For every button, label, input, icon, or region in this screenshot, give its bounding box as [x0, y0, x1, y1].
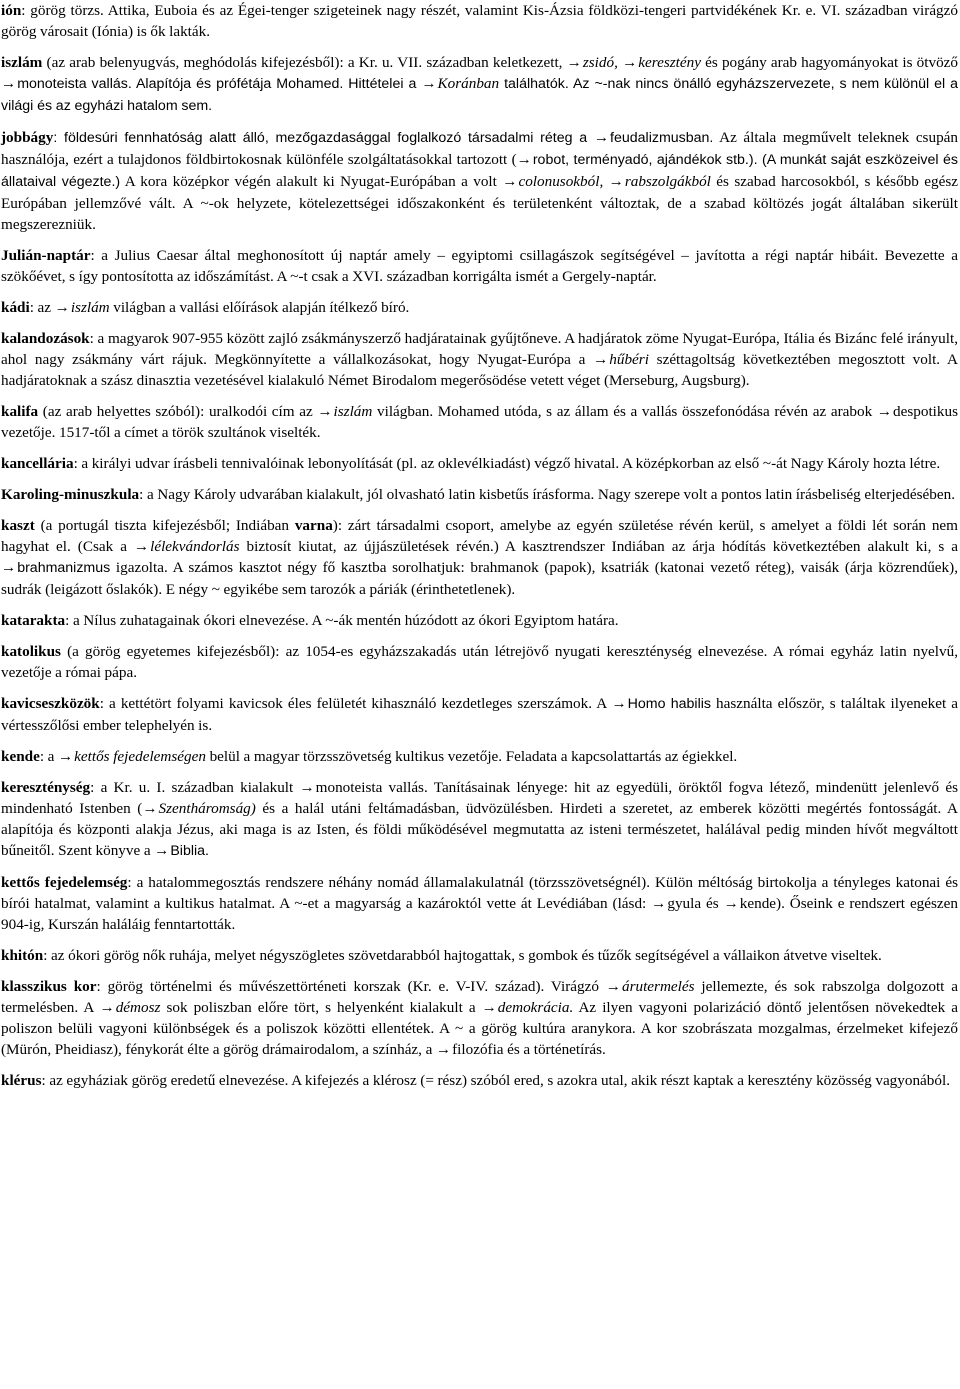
- glossary-entry-karoling: [1, 484, 958, 505]
- cross-reference-term: iszlám: [70, 299, 110, 316]
- cross-reference-arrow-icon: →: [723, 895, 739, 912]
- entry-text: (az arab helyettes szóból): uralkodói cím az: [38, 403, 318, 420]
- cross-reference-arrow-icon: →: [593, 129, 610, 146]
- cross-reference-term: lélekvándorlás: [150, 538, 240, 555]
- entry-text: jellemezte, és sok rabszolga dolgozott a termelésben. A: [1, 978, 958, 1016]
- entry-text: sok poliszban előre tört, s helyenként kialakult a: [160, 999, 482, 1016]
- cross-reference-arrow-icon: →: [133, 538, 150, 555]
- entry-text: : a magyarok 907-955 között zajló zsákmányszerző hadjáratainak gyűjtőneve. A hadjáratok zöme Nyugat-Európa, Itália és Bizánc felé irányult, ahol nagy zsákmány várt rájuk. Megkönnyítette a vállalkozásokat, hogy Nyugat-Európa a: [1, 330, 958, 368]
- entry-text: : görög törzs. Attika, Euboia és az Égei-tenger szigeteinek nagy részét, valamint Kis-Ázsia földközi-tengeri partvidékének Kr. e. VI. században virágzó görög városait (Iónia) is ők lakták.: [1, 2, 958, 40]
- entry-term: kancellária: [1, 455, 74, 472]
- entry-text: biztosít kiutat, az újjászületések révén.) A kasztrendszer Indiában az árja hódítás következtében alakult ki, s a: [239, 538, 958, 555]
- entry-text: A kora középkor végén alakult ki Nyugat-Európában a volt: [120, 173, 503, 190]
- entry-term: jobbágy: [1, 129, 54, 146]
- entry-term: kaszt: [1, 517, 35, 534]
- cross-reference-arrow-icon: →: [516, 151, 532, 168]
- cross-reference-arrow-icon: →: [57, 748, 74, 765]
- entry-term: Karoling-minuszkula: [1, 486, 140, 503]
- cross-reference-arrow-icon: →: [421, 75, 437, 92]
- cross-reference-arrow-icon: →: [651, 895, 667, 912]
- entry-text: igazolta. A számos kasztot négy fő kasztba sorolhatjuk: brahmanok (papok), ksatriák (katonai vezető réteg), vaisák (árja közrendűek), sudrák (leigázott őslakók). E négy ~ egyikébe sem tarozók a páriák (érinthetetlenek).: [1, 559, 958, 598]
- cross-reference-arrow-icon: →: [593, 351, 609, 368]
- cross-reference-arrow-icon: →: [605, 978, 621, 995]
- entry-text: : a Nagy Károly udvarában kialakult, jól olvasható latin kisbetűs írásforma. Nagy szerepe volt a pontos latin írásbeliség elterjedésében.: [139, 486, 955, 503]
- cross-reference-arrow-icon: →: [622, 54, 638, 71]
- cross-reference-term: iszlám: [333, 403, 373, 420]
- glossary-entry-kalifa: [1, 401, 958, 443]
- entry-text: robot, terményadó, ajándékok stb.). (A munkát saját eszközeivel és állataival végezte.): [1, 152, 958, 190]
- cross-reference-term: hűbéri: [609, 351, 649, 368]
- entry-text: : a királyi udvar írásbeli tennivalóinak lebonyolítását (pl. az oklevélkiadást) végző hivatal. A középkorban az első ~-át Nagy Károly hozta létre.: [73, 455, 941, 472]
- entry-text: : a: [39, 748, 58, 765]
- cross-reference-arrow-icon: →: [1, 75, 17, 92]
- entry-text: despotikus vezetője. 1517-től a címet a török szultánok viselték.: [1, 403, 958, 441]
- cross-reference-term: demokrácia.: [497, 999, 574, 1016]
- entry-text: (az arab belenyugvás, meghódolás kifejezésből): a Kr. u. VII. században keletkezett,: [42, 54, 567, 71]
- entry-term: kereszténység: [1, 779, 91, 796]
- entry-text: : görög történelmi és művészettörténeti korszak (Kr. e. V-IV. század). Virágzó: [96, 978, 606, 995]
- entry-text: gyula és: [667, 895, 724, 912]
- entry-term: kettős fejedelemség: [1, 874, 128, 891]
- glossary-entry-kancellaria: [1, 453, 958, 474]
- entry-text: monoteista vallás. Tanításainak lényege: hit az egyedüli, öröktől fogva létező, mindenütt jelenlevő és mindenható Istenben (: [1, 779, 959, 817]
- cross-reference-term: colonusokból,: [518, 173, 609, 190]
- glossary-entry-klasszikus: [1, 976, 958, 1060]
- cross-reference-arrow-icon: →: [608, 173, 624, 190]
- entry-term: katarakta: [1, 612, 66, 629]
- entry-text: : a Kr. u. I. században kialakult: [90, 779, 300, 796]
- cross-reference-arrow-icon: →: [142, 800, 158, 817]
- cross-reference-arrow-icon: →: [299, 779, 315, 796]
- entry-term: katolikus: [1, 643, 61, 660]
- entry-text: kende). Őseink e rendszert egészen 904-ig, Kurszán haláláig fenntartották.: [1, 895, 959, 933]
- glossary-entry-jobbagy: [1, 127, 958, 235]
- entry-text: Homo habilis: [627, 696, 711, 712]
- entry-text: (a portugál tiszta kifejezésből; Indiában: [34, 517, 295, 534]
- glossary-entry-katolikus: [1, 641, 958, 683]
- entry-term: kalandozások: [1, 330, 90, 347]
- glossary-entry-klerus: [1, 1070, 958, 1091]
- entry-text: : az ókori görög nők ruhája, melyet négyszögletes szövetdarabból hajtogattak, s gombok és tűzők segítségével a vállaikon átvetve viseltek.: [43, 947, 882, 964]
- cross-reference-term: démosz: [115, 999, 161, 1016]
- entry-term: ión: [1, 2, 22, 19]
- cross-reference-term: kettős fejedelemségen: [74, 748, 206, 765]
- entry-text: világban. Mohamed utóda, s az állam és a vallás összefonódása révén az arabok: [372, 403, 877, 420]
- entry-text: Az általa megművelt teleknek csupán használója, ezért a tulajdonos földbirtokosnak különféle szolgáltatásokkal tartozott (: [1, 129, 958, 168]
- entry-text: : a Julius Caesar által meghonosított új naptár amely – egyiptomi csillagászok segítségével – javította a régi naptár hibáit. Bevezette a szökőévet, s így pontosította az időszámítást. A ~-t csak a XVI. században korrigálta ismét a Gergely-naptár.: [1, 247, 958, 285]
- cross-reference-arrow-icon: →: [435, 1041, 452, 1058]
- cross-reference-arrow-icon: →: [1, 559, 17, 576]
- glossary-entry-katarakta: [1, 610, 958, 631]
- cross-reference-arrow-icon: →: [611, 695, 627, 712]
- cross-reference-term: zsidó,: [582, 54, 623, 71]
- entry-term: iszlám: [1, 54, 43, 71]
- cross-reference-term: Koránban: [437, 75, 500, 92]
- glossary-entry-kaszt: [1, 515, 958, 600]
- cross-reference-arrow-icon: →: [99, 999, 115, 1016]
- entry-text: brahmanizmus: [17, 560, 111, 576]
- entry-text: Az ilyen vagyoni polarizáció döntő jelentősen növekedtek a poliszon belüli vagyoni különbségek és a poliszok közötti ellentétek. A ~ a görög kultúra aranykora. A kor szobrászata mozgalmas, érzelmeket kifejező (Mürón, Pheidiasz), fénykorát élte a görög drámairodalom, a színház, a: [1, 999, 958, 1058]
- entry-text: : a kettétört folyami kavicsok éles felületét kihasználó kezdetleges szerszámok. A: [99, 695, 612, 712]
- entry-text: belül a magyar törzsszövetség kultikus vezetője. Feladata a kapcsolattartás az égiekkel.: [205, 748, 738, 765]
- entry-term: klasszikus kor: [1, 978, 97, 995]
- entry-text: filozófia és a történetírás.: [452, 1041, 606, 1058]
- entry-term: Julián-naptár: [1, 247, 91, 264]
- cross-reference-arrow-icon: →: [876, 403, 893, 420]
- entry-text: és a halál utáni feltámadásban, üdvözülésben. Hirdeti a szeretet, az emberek közötti megértés fontosságát. A alapítója és központi alakja Jézus, aki maga is az Isten, és földi működésével megmutatta az isteni természetet, halálával pedig minden hívőt megváltott bűneitől. Szent könyve a: [1, 800, 959, 859]
- cross-reference-term: rabszolgákból: [624, 173, 711, 190]
- entry-text: : a hatalommegosztás rendszere néhány nomád államalakulatnál (törzsszövetségnél). Külön méltóság birtokolja a tényleges katonai és bírói hatalmat, valamint a kultikus hatalmat. A ~-et a magyarság a kazároktól vette át Levédiában (lásd:: [1, 874, 958, 912]
- glossary-entry-kereszteny: [1, 777, 958, 862]
- glossary-entry-kadi: [1, 297, 958, 318]
- entry-text: Biblia.: [170, 843, 209, 859]
- entry-text: (a görög egyetemes kifejezésből): az 1054-es egyházszakadás után létrejövő nyugati kereszténység elnevezése. A római egyház latin nyelvű, vezetője a római pápa.: [1, 643, 958, 681]
- glossary-entry-iszlam: [1, 52, 958, 117]
- glossary-entry-khiton: [1, 945, 958, 966]
- cross-reference-arrow-icon: →: [481, 999, 497, 1016]
- entry-text: : földesúri fennhatóság alatt álló, mezőgazdasággal foglalkozó társadalmi réteg a: [53, 130, 594, 146]
- entry-text: feudalizmusban.: [610, 130, 714, 146]
- entry-text: ): zárt társadalmi csoport, amelybe az egyén születése révén kerül, s amelyet a földi lét során nem hagyhat el. (Csak a: [1, 517, 958, 555]
- glossary-entry-kavics: [1, 693, 958, 736]
- entry-term: kavicseszközök: [1, 695, 100, 712]
- entry-text: varna: [294, 517, 333, 534]
- entry-term: khitón: [1, 947, 44, 964]
- entry-text: és pogány arab hagyományokat is ötvöző: [700, 54, 959, 71]
- cross-reference-term: keresztény: [638, 54, 701, 71]
- glossary-entry-ion: [1, 0, 958, 42]
- entry-text: és szabad harcosokból, s később egész Európában jellemzővé vált. A ~-ok helyzete, kötelezettségei időszakonként és területenként változtak, de a szabad költözés jogát általában sikerült megszerezniük.: [1, 173, 958, 233]
- cross-reference-arrow-icon: →: [566, 54, 582, 71]
- cross-reference-term: Szentháromság): [158, 800, 256, 817]
- entry-text: : a Nílus zuhatagainak ókori elnevezése. A ~-ák mentén húzódott az ókori Egyiptom határa.: [65, 612, 619, 629]
- entry-term: kádi: [1, 299, 30, 316]
- entry-text: találhatók. Az ~-nak nincs önálló egyházszervezete, s nem különül el a világi és az egyházi hatalom sem.: [1, 76, 959, 114]
- cross-reference-arrow-icon: →: [502, 173, 518, 190]
- entry-term: kalifa: [1, 403, 39, 420]
- entry-text: használta először, s találtak ilyeneket a vértesszőlősi ember telephelyén is.: [1, 695, 959, 734]
- entry-text: monoteista vallás. Alapítója és prófétája Mohamed. Hittételei a: [17, 76, 422, 92]
- glossary-entry-kalandozasok: [1, 328, 958, 391]
- entry-term: klérus: [1, 1072, 42, 1089]
- cross-reference-arrow-icon: →: [317, 403, 333, 420]
- glossary-entry-kettos: [1, 872, 958, 935]
- glossary-entry-kende: [1, 746, 958, 767]
- cross-reference-term: árutermelés: [621, 978, 695, 995]
- cross-reference-arrow-icon: →: [54, 299, 70, 316]
- entry-text: : az egyháziak görög eredetű elnevezése. A kifejezés a klérosz (= rész) szóból ered, s azokra utal, akik részt kaptak a keresztény közösség vagyonából.: [41, 1072, 951, 1089]
- cross-reference-arrow-icon: →: [154, 842, 170, 859]
- entry-text: : az: [29, 299, 55, 316]
- glossary-entry-julian: [1, 245, 958, 287]
- entry-text: széttagoltság következtében megosztott volt. A hadjáratoknak a szász dinasztia vezetésével kialakuló Német Birodalom megerősödése vetett véget (Merseburg, Augsburg).: [1, 351, 958, 389]
- entry-term: kende: [1, 748, 40, 765]
- entry-text: világban a vallási előírások alapján ítélkező bíró.: [109, 299, 410, 316]
